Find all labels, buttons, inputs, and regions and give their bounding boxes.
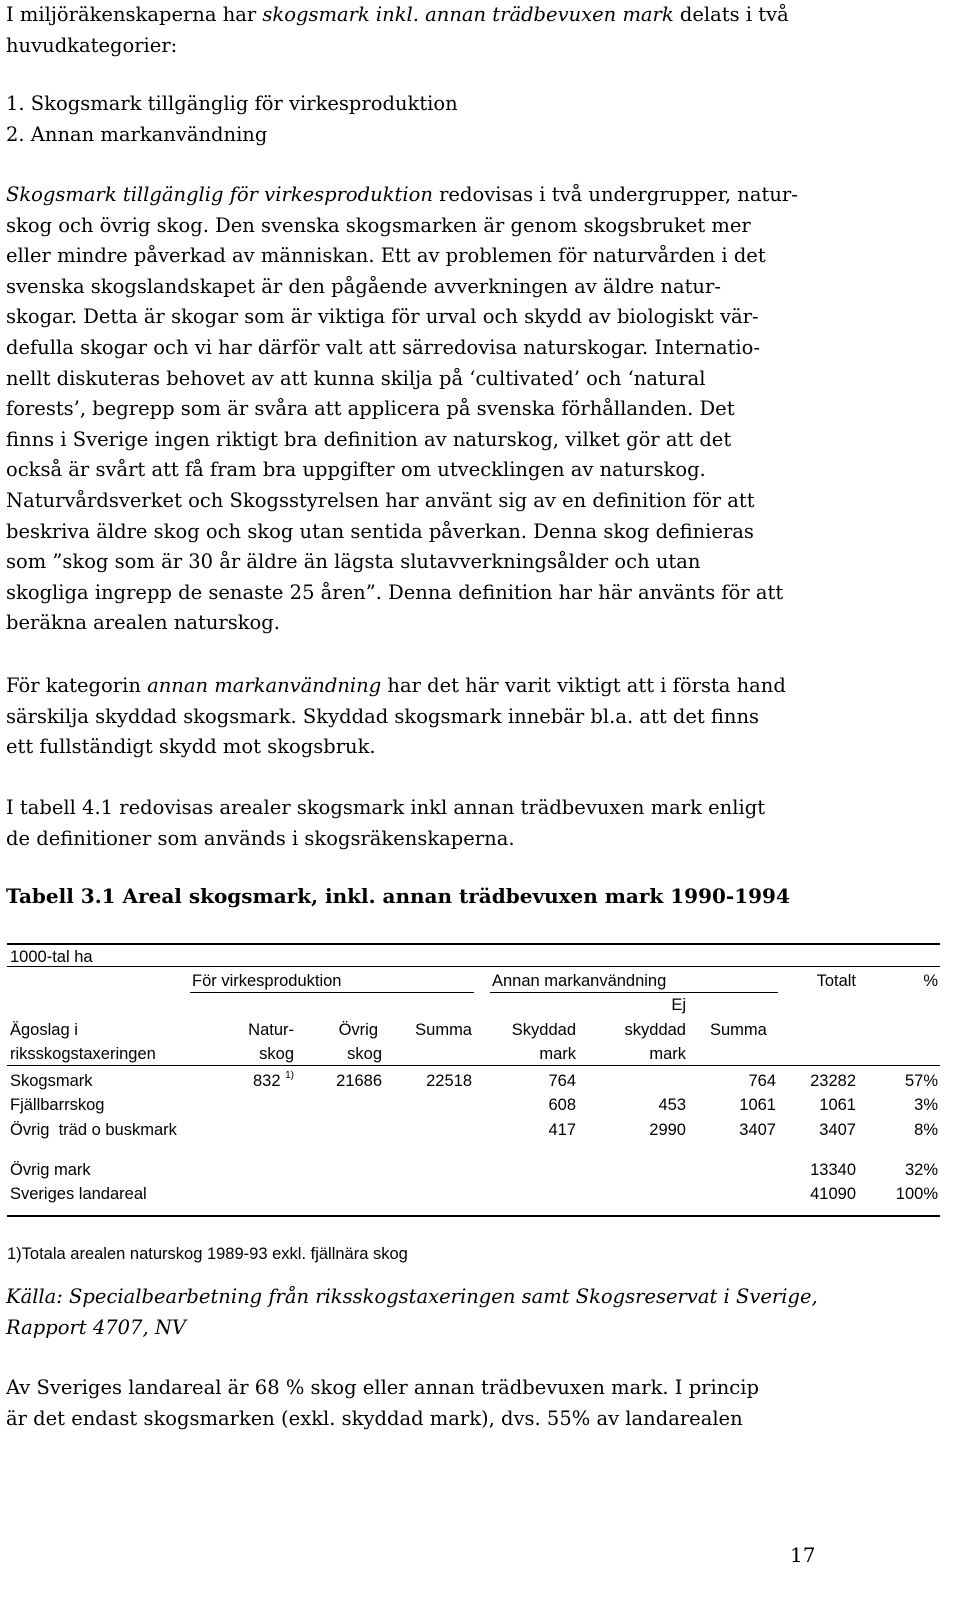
paragraph-line: eller mindre påverkad av människan. Ett av problemen för naturvården i det <box>6 244 766 268</box>
closing-paragraph <box>6 1373 936 1434</box>
paragraph-line: de definitioner som används i skogsräkenskaperna. <box>6 826 515 850</box>
paragraph-line: är det endast skogsmarken (exkl. skyddad mark), dvs. 55% av landarealen <box>6 1406 743 1430</box>
column-header-ej: Ej <box>671 996 686 1014</box>
row-label: Övrig träd o buskmark <box>10 1121 177 1139</box>
column-header-agoslag: Ägoslag i <box>10 1021 78 1039</box>
cell-value: 832 <box>252 1072 281 1090</box>
paragraph-line: svenska skogslandskapet är den pågående avverkningen av äldre natur- <box>6 274 721 298</box>
intro-text-end: delats i två <box>673 3 789 26</box>
table-rule <box>7 1065 940 1066</box>
paragraph-line <box>6 671 936 702</box>
cell-ovrig-skog: 21686 <box>336 1072 382 1090</box>
paragraph-italic: annan markanvändning <box>147 674 382 697</box>
row-label: Övrig mark <box>10 1161 91 1179</box>
column-header-naturskog: Natur- <box>248 1021 294 1039</box>
cell-percent: 57% <box>904 1072 938 1090</box>
cell-summa-2: 1061 <box>739 1096 776 1114</box>
cell-skyddad: 608 <box>548 1096 576 1114</box>
paragraph-text-end: har det här varit viktigt att i första hand <box>381 674 786 697</box>
column-header-ej-skyddad-2: mark <box>649 1045 686 1063</box>
column-header-skyddad-2: mark <box>539 1045 576 1063</box>
paragraph-line: skogliga ingrepp de senaste 25 åren”. Denna definition har här använts för att <box>6 580 784 604</box>
cell-totalt: 23282 <box>810 1072 856 1090</box>
cell-percent: 8% <box>914 1121 938 1139</box>
paragraph-line: skogar. Detta är skogar som är viktiga för urval och skydd av biologiskt vär- <box>6 305 759 329</box>
paragraph-line: finns i Sverige ingen riktigt bra definition av naturskog, vilket gör att det <box>6 427 732 451</box>
paragraph-line: Av Sveriges landareal är 68 % skog eller annan trädbevuxen mark. I princip <box>6 1376 759 1399</box>
source-line: Källa: Specialbearbetning från riksskogstaxeringen samt Skogsreservat i Sverige, <box>6 1285 818 1308</box>
annan-markanvandning-paragraph <box>6 671 936 763</box>
paragraph-line: skog och övrig skog. Den svenska skogsmarken är genom skogsbruket mer <box>6 213 751 237</box>
column-header-naturskog-2: skog <box>259 1045 294 1063</box>
category-list <box>6 89 936 150</box>
row-label: Sveriges landareal <box>10 1185 147 1203</box>
footnote-marker: 1) <box>285 1070 294 1081</box>
intro-italic: skogsmark inkl. annan trädbevuxen mark <box>262 3 674 26</box>
group-header-virkesproduktion: För virkesproduktion <box>192 972 342 990</box>
paragraph-line: defulla skogar och vi har därför valt att särredovisa naturskogar. Internatio- <box>6 335 760 359</box>
naturskog-paragraph <box>6 180 936 639</box>
column-header-summa: Summa <box>415 1021 472 1039</box>
table-footnote: 1)Totala arealen naturskog 1989-93 exkl. fjällnära skog <box>7 1245 408 1263</box>
page-number: 17 <box>790 1543 816 1567</box>
column-header-summa-2: Summa <box>710 1021 767 1039</box>
cell-totalt: 13340 <box>810 1161 856 1179</box>
list-item: 2. Annan markanvändning <box>6 122 268 146</box>
paragraph-line: I tabell 4.1 redovisas arealer skogsmark inkl annan trädbevuxen mark enligt <box>6 796 766 819</box>
column-header-ej-skyddad: skyddad <box>624 1021 686 1039</box>
column-header-skyddad: Skyddad <box>511 1021 576 1039</box>
cell-skyddad: 764 <box>548 1072 576 1090</box>
paragraph-italic: Skogsmark tillgänglig för virkesproduktion <box>6 183 433 206</box>
cell-percent: 32% <box>904 1161 938 1179</box>
intro-line-2: huvudkategorier: <box>6 33 178 57</box>
row-label: Skogsmark <box>10 1072 93 1090</box>
table-bottom-rule <box>7 1215 940 1217</box>
cell-summa: 22518 <box>426 1072 472 1090</box>
cell-percent: 3% <box>914 1096 938 1114</box>
cell-naturskog <box>200 1071 294 1094</box>
paragraph-text: redovisas i två undergrupper, natur- <box>432 183 798 206</box>
table-unit-label: 1000-tal ha <box>10 948 93 966</box>
paragraph-line: nellt diskuteras behovet av att kunna skilja på ‘cultivated’ och ‘natural <box>6 366 706 390</box>
source-line: Rapport 4707, NV <box>6 1315 186 1339</box>
intro-line-1 <box>6 0 936 31</box>
cell-percent: 100% <box>895 1185 938 1203</box>
group-underline <box>190 992 474 993</box>
paragraph-line: beräkna arealen naturskog. <box>6 611 280 635</box>
paragraph-line: Naturvårdsverket och Skogsstyrelsen har använt sig av en definition för att <box>6 488 755 512</box>
cell-totalt: 41090 <box>810 1185 856 1203</box>
cell-summa-2: 764 <box>748 1072 776 1090</box>
paragraph-line: särskilja skyddad skogsmark. Skyddad skogsmark innebär bl.a. att det finns <box>6 704 760 728</box>
paragraph-line: beskriva äldre skog och skog utan sentida påverkan. Denna skog definieras <box>6 519 754 543</box>
cell-skyddad: 417 <box>548 1121 576 1139</box>
row-label: Fjällbarrskog <box>10 1096 105 1114</box>
list-item: 1. Skogsmark tillgänglig för virkesproduktion <box>6 92 458 115</box>
column-header-ovrig-skog: Övrig <box>338 1021 378 1039</box>
table-title: Tabell 3.1 Areal skogsmark, inkl. annan trädbevuxen mark 1990-1994 <box>6 884 790 908</box>
paragraph-text: För kategorin <box>6 674 148 697</box>
intro-text: I miljöräkenskaperna har <box>6 3 263 26</box>
cell-totalt: 1061 <box>819 1096 856 1114</box>
paragraph-line: också är svårt att få fram bra uppgifter om utvecklingen av naturskog. <box>6 458 706 482</box>
cell-ej-skyddad: 453 <box>658 1096 686 1114</box>
column-header-riksskogstaxeringen: riksskogstaxeringen <box>10 1045 156 1063</box>
group-header-annan-markanvandning: Annan markanvändning <box>492 972 667 990</box>
paragraph-line: forests’, begrepp som är svåra att applicera på svenska förhållanden. Det <box>6 397 735 421</box>
column-header-ovrig-skog-2: skog <box>347 1045 382 1063</box>
table-rule <box>7 966 940 967</box>
table-top-rule <box>7 943 940 945</box>
cell-summa-2: 3407 <box>739 1121 776 1139</box>
table-source <box>6 1282 818 1343</box>
paragraph-line: som ”skog som är 30 år äldre än lägsta slutavverkningsålder och utan <box>6 550 701 574</box>
column-header-percent: % <box>923 972 938 990</box>
paragraph-line <box>6 180 936 211</box>
column-header-totalt: Totalt <box>816 972 856 990</box>
paragraph-line: ett fullständigt skydd mot skogsbruk. <box>6 735 376 759</box>
intro-paragraph <box>6 0 936 61</box>
cell-totalt: 3407 <box>819 1121 856 1139</box>
table-reference-paragraph <box>6 793 936 854</box>
cell-ej-skyddad: 2990 <box>649 1121 686 1139</box>
group-underline <box>490 992 778 993</box>
